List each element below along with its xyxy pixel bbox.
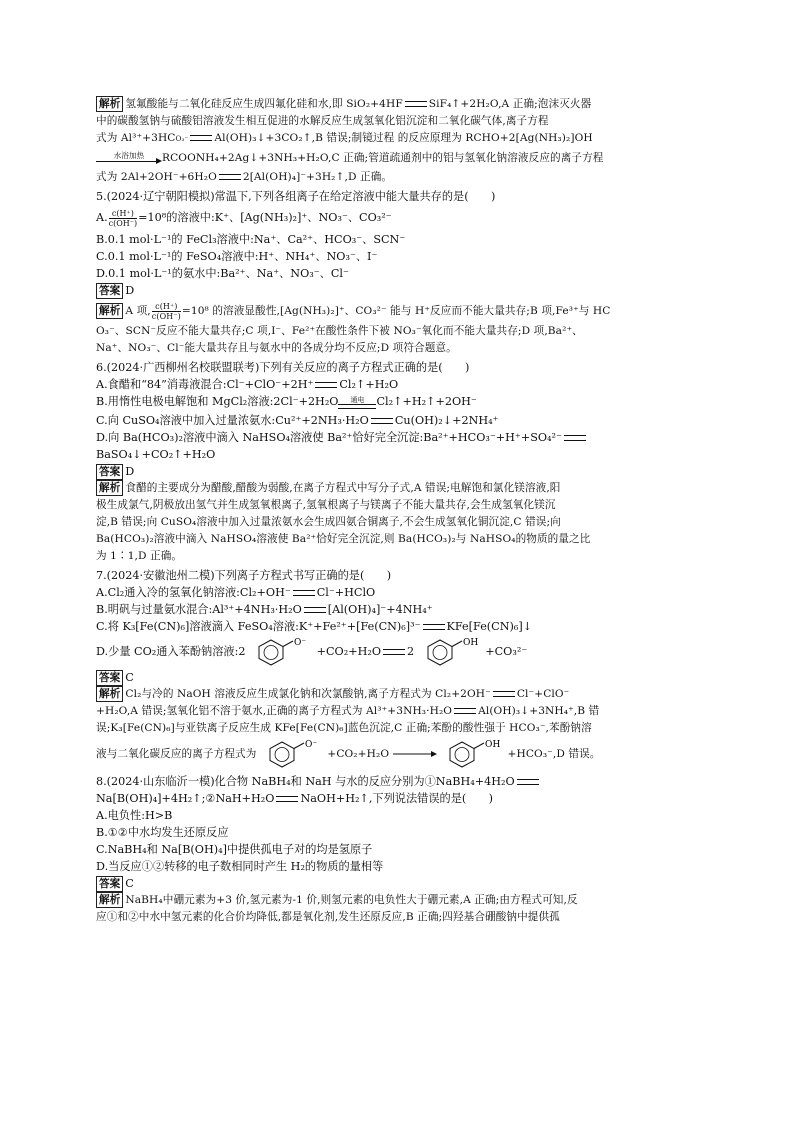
q6-answer: 答案 D [96,463,700,480]
q4-explanation-line-4: 水浴加热 RCOONH₄+2Ag↓+3NH₃+H₂O,C 正确;管道疏通剂中的铝与氢氧化钠溶液反应的离子方程 [96,147,700,169]
q7-answer: 答案 C [96,669,700,686]
equals-sign [423,624,445,630]
equals-sign [293,590,315,596]
equals-sign [564,435,586,441]
q6-explanation-line-3: 淀,B 错误;向 CuSO₄溶液中加入过量浓氨水会生成四氨合铜离子,不会生成氢氧化铜沉淀,C 错误;向 [96,516,561,528]
q8-stem-line-1: 8.(2024·山东临沂一模)化合物 NaBH₄和 NaH 与水的反应分别为①NaBH₄+4H₂O [96,773,700,790]
explanation-label: 解析 [96,480,123,496]
document-page [96,96,700,926]
phenoxide-structure-icon [260,739,324,769]
q8-explanation-line-1: 解析 NaBH₄中硼元素为+3 价,氢元素为-1 价,则氢元素的电负性大于硼元素,A 正确;由方程式可知,反 [96,892,700,909]
q8-answer: 答案 C [96,875,700,892]
q7-option-c: C.将 K₃[Fe(CN)₆]溶液滴入 FeSO₄溶液:K⁺+Fe²⁺+[Fe(CN)₆]³⁻ KFe[Fe(CN)₆]↓ [96,620,533,633]
q6-option-b: B.用惰性电极电解饱和 MgCl₂溶液:2Cl⁻+2H₂O 通电 Cl₂↑+H₂↑+2OH⁻ [96,395,477,408]
q7-explanation-line-4: 液与二氧化碳反应的离子方程式为 O⁻ +CO₂+H₂O OH +HCO₃⁻,D 错误。 [96,737,700,771]
q5-stem: 5.(2024·辽宁朝阳模拟)常温下,下列各组离子在给定溶液中能大量共存的是( ) [96,190,496,203]
q7-explanation-line-3: 误;K₃[Fe(CN)₆]与亚铁离子反应生成 KFe[Fe(CN)₆]蓝色沉淀,C 正确;苯酚的酸性强于 HCO₃⁻,苯酚钠溶 [96,722,592,734]
phenoxide-structure-icon [249,637,313,667]
q5-option-a: A. $\frac{c(H^+)}{c(OH^-)}$ =10⁸的溶液中:K⁺、[Ag(NH₃)₂]⁺、NO₃⁻、CO₃²⁻ [96,208,392,228]
reaction-arrow-icon [393,749,437,759]
q5-option-d: D.0.1 mol·L⁻¹的氨水中:Ba²⁺、Na⁺、NO₃⁻、Cl⁻ [96,267,349,280]
q8-explanation-line-2: 应①和②中水中氢元素的化合价均降低,都是氧化剂,发生还原反应,B 正确;四羟基合硼酸钠中提供孤 [96,911,560,923]
answer-label: 答案 [96,876,123,892]
q5-explanation-line-2: O₃⁻、SCN⁻反应不能大量共存;C 项,I⁻、Fe²⁺在酸性条件下被 NO₃⁻氧化而不能大量共存;D 项,Ba²⁺、 [96,325,583,337]
equals-sign [276,796,298,802]
explanation-label: 解析 [96,892,123,908]
answer-label: 答案 [96,670,123,686]
q6-option-c: C.向 CuSO₄溶液中加入过量浓氨水:Cu²⁺+2NH₃·H₂O Cu(OH)₂↓+2NH₄⁺ [96,414,499,427]
q7-stem: 7.(2024·安徽池州二模)下列离子方程式书写正确的是( ) [96,569,392,582]
svg-text:O⁻: O⁻ [294,638,307,648]
explanation-label: 解析 [96,686,123,702]
q5-explanation-line-3: Na⁺、NO₃⁻、Cl⁻能大量共存且与氨水中的各成分均不反应;D 项符合题意。 [96,342,457,354]
q7-option-b: B.明矾与过量氨水混合:Al³⁺+4NH₃·H₂O [Al(OH)₄]⁻+4NH₄⁺ [96,603,433,616]
electrolysis-condition: 通电 [338,395,376,409]
q5-option-b: B.0.1 mol·L⁻¹的 FeCl₃溶液中:Na⁺、Ca²⁺、HCO₃⁻、SCN⁻ [96,233,406,246]
phenol-structure-icon [418,637,482,667]
q7-explanation-line-2: +H₂O,A 错误;氢氧化铝不溶于氨水,正确的离子方程式为 Al³⁺+3NH₃·H₂O Al(OH)₃↓+3NH₄⁺,B 错 [96,705,600,717]
equals-sign [190,135,212,141]
q8-option-a: A.电负性:H>B [96,809,173,822]
q7-option-a: A.Cl₂通入冷的氢氧化钠溶液:Cl₂+OH⁻ Cl⁻+HClO [96,586,376,599]
equals-sign [493,691,515,697]
q6-option-d-cont: BaSO₄↓+CO₂↑+H₂O [96,448,216,461]
fraction: $\frac{c(H^+)}{c(OH^-)}$ [151,301,181,321]
q8-option-b: B.①②中水均发生还原反应 [96,826,229,839]
reaction-arrow: 水浴加热 [96,147,162,169]
q5-option-c: C.0.1 mol·L⁻¹的 FeSO₄溶液中:H⁺、NH₄⁺、NO₃⁻、I⁻ [96,250,378,263]
equals-sign [383,649,405,655]
equals-sign [304,607,326,613]
q7-explanation-line-1: 解析 Cl₂与冷的 NaOH 溶液反应生成氯化钠和次氯酸钠,离子方程式为 Cl₂+2OH⁻ Cl⁻+ClO⁻ [96,686,700,703]
phenol-structure-icon [440,739,504,769]
q6-option-d: D.向 Ba(HCO₃)₂溶液中滴入 NaHSO₄溶液使 Ba²⁺恰好完全沉淀:Ba²⁺+HCO₃⁻+H⁺+SO₄²⁻ [96,429,700,446]
svg-text:O⁻: O⁻ [304,740,318,750]
q8-option-c: C.NaBH₄和 Na[B(OH)₄]中提供孤电子对的均是氢原子 [96,843,373,856]
q4-explanation-line-5: 式为 2Al+2OH⁻+6H₂O 2[Al(OH)₄]⁻+3H₂↑,D 正确。 [96,171,393,183]
q8-stem-line-2: Na[B(OH)₄]+4H₂↑;②NaH+H₂O NaOH+H₂↑,下列说法错误的是( ) [96,792,494,805]
q5-explanation-line-1: 解析 A 项, $\frac{c(H^+)}{c(OH^-)}$ =10⁸ 的溶液显酸性,[Ag(NH₃)₂]⁺、CO₃²⁻ 能与 H⁺反应而不能大量共存;B 项,Fe³⁺与 HC [96,299,700,323]
equals-sign [219,174,241,180]
q4-explanation-line-3: 式为 Al³⁺+3HCO₃⁻ Al(OH)₃↓+3CO₂↑,B 错误;制镜过程 的反应原理为 RCHO+2[Ag(NH₃)₂]OH [96,132,593,144]
q4-explanation-line-1: 解析 氢氟酸能与二氧化硅反应生成四氟化硅和水,即 SiO₂+4HF SiF₄↑+2H₂O,A 正确;泡沫灭火器 [96,96,700,113]
q8-option-d: D.当反应①②转移的电子数相同时产生 H₂的物质的量相等 [96,860,384,873]
svg-text:OH: OH [462,638,478,648]
q6-explanation-line-4: Ba(HCO₃)₂溶液中滴入 NaHSO₄溶液使 Ba²⁺恰好完全沉淀,则 Ba(HCO₃)₂与 NaHSO₄的物质的量之比 [96,533,591,545]
fraction: $\frac{c(H^+)}{c(OH^-)}$ [108,208,138,228]
q7-option-d: D.少量 CO₂通入苯酚钠溶液:2 O⁻ +CO₂+H₂O 2 OH +CO₃²⁻ [96,635,700,669]
equals-sign [517,779,539,785]
equals-sign [405,101,427,107]
explanation-label: 解析 [96,96,123,112]
equals-sign [315,382,337,388]
q6-stem: 6.(2024·广西柳州名校联盟联考)下列有关反应的离子方程式正确的是( ) [96,361,470,374]
answer-label: 答案 [96,464,123,480]
q4-explanation-line-2: 中的碳酸氢钠与硫酸铝溶液发生相互促进的水解反应生成氢氧化铝沉淀和二氧化碳气体,离子方程 [96,115,549,127]
explanation-label: 解析 [96,303,123,319]
equals-sign [371,418,393,424]
q6-explanation-line-5: 为 1∶1,D 正确。 [96,550,183,562]
q6-explanation-line-2: 极生成氯气,阴极放出氢气并生成氢氧根离子,氢氧根离子与镁离子不能大量共存,会生成氢氧化镁沉 [96,499,556,511]
q5-answer: 答案 D [96,282,700,299]
q6-option-a: A.食醋和“84”消毒液混合:Cl⁻+ClO⁻+2H⁺ Cl₂↑+H₂O [96,378,399,391]
q6-explanation-line-1: 解析 食醋的主要成分为醋酸,醋酸为弱酸,在离子方程式中写分子式,A 错误;电解饱和氯化镁溶液,阳 [96,480,700,497]
svg-text:OH: OH [485,740,501,750]
answer-label: 答案 [96,283,123,299]
equals-sign [454,708,476,714]
